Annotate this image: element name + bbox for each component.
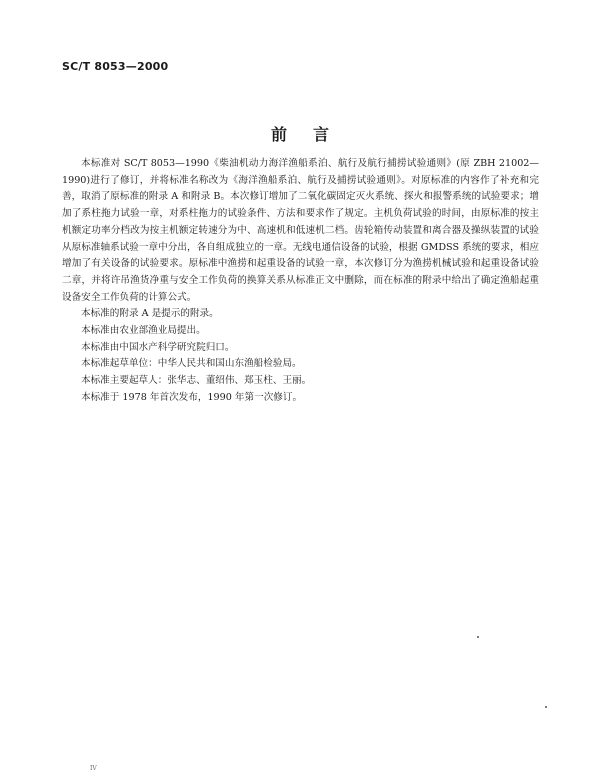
scan-speck [545,706,547,708]
foreword-body [62,156,539,407]
foreword-line: 本标准起草单位：中华人民共和国山东渔船检验局。 [81,358,302,370]
foreword-line: 本标准的附录 A 是提示的附录。 [81,308,219,320]
foreword-line: 本标准主要起草人：张华志、董绍伟、郑玉柱、王丽。 [81,375,312,387]
standard-code: SC/T 8053—2000 [62,60,169,73]
scan-speck [477,636,479,638]
foreword-paragraph: 本标准对 SC/T 8053—1990《柴油机动力海洋渔船系泊、航行及航行捕捞试验通则》(原 ZBH 21002—1990)进行了修订，并将标准名称改为《海洋渔船系泊、航行及捕捞试验通则》。对原标准的内容作了补充和完善，取消了原标准的附录 A 和附录 B。本次修订增加了二氧化碳固定灭火系统、探火和报警系统的试验要求；增加了系柱拖力试验一章，对系柱拖力的试验条件、方法和要求作了规定。主机负荷试验的时间，由原标准的按主机额定功率分档改为按主机额定转速分为中、高速机和低速机二档。齿轮箱传动装置和离合器及操纵装置的试验从原标准轴系试验一章中分出，各自组成独立的一章。无线电通信设备的试验，根据 GMDSS 系统的要求，相应增加了有关设备的试验要求。原标准中渔捞和起重设备的试验一章，本次修订分为渔捞机械试验和起重设备试验二章，并将许吊渔货净重与安全工作负荷的换算关系从标准正文中删除，而在标准的附录中给出了确定渔船起重设备安全工作负荷的计算公式。 [62,158,539,303]
foreword-line: 本标准由农业部渔业局提出。 [81,325,206,337]
page-number: IV [90,765,97,772]
foreword-line: 本标准于 1978 年首次发布，1990 年第一次修订。 [81,391,303,403]
page-title: 前言 [270,125,355,144]
foreword-line: 本标准由中国水产科学研究院归口。 [81,341,235,353]
